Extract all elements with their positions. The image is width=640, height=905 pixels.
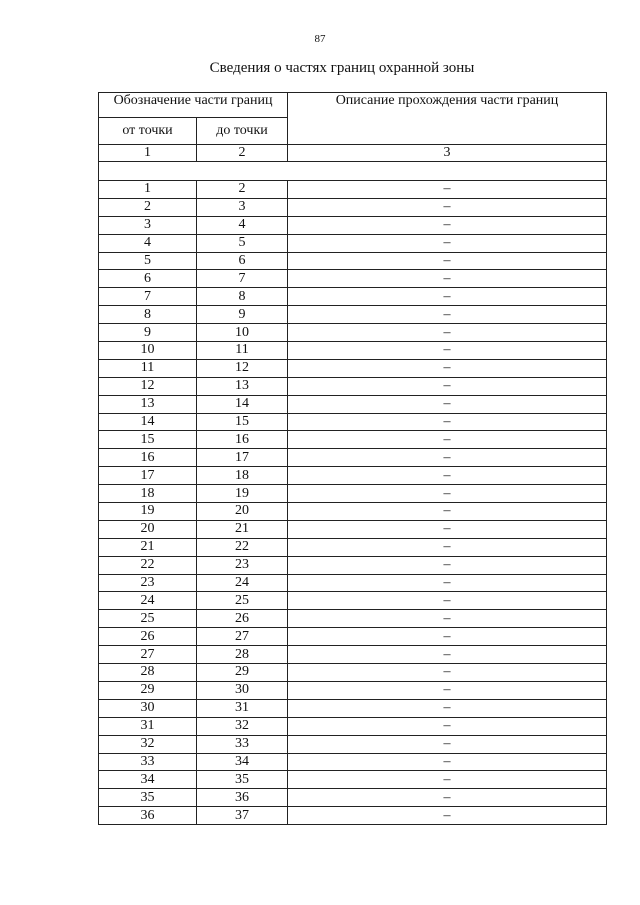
description-cell: – [288, 467, 607, 485]
from-point-cell: 21 [99, 538, 197, 556]
description-cell: – [288, 699, 607, 717]
description-cell: – [288, 807, 607, 825]
table-row [99, 592, 607, 610]
table-row [99, 717, 607, 735]
to-point-cell: 34 [197, 753, 288, 771]
to-point-cell: 2 [197, 181, 288, 199]
from-point-cell: 7 [99, 288, 197, 306]
to-point-cell: 16 [197, 431, 288, 449]
document-title: Сведения о частях границ охранной зоны [209, 60, 475, 76]
table-row [99, 681, 607, 699]
to-point-cell: 9 [197, 306, 288, 324]
description-cell: – [288, 234, 607, 252]
to-point-cell: 12 [197, 359, 288, 377]
header-boundary-designation: Обозначение части границ [99, 93, 288, 118]
table-row [99, 556, 607, 574]
table-row [99, 270, 607, 288]
from-point-cell: 12 [99, 377, 197, 395]
description-cell: – [288, 216, 607, 234]
to-point-cell: 33 [197, 735, 288, 753]
column-number-row [99, 145, 607, 162]
table-row [99, 377, 607, 395]
header-from-point: от точки [99, 118, 197, 145]
table-row [99, 252, 607, 270]
from-point-cell: 9 [99, 324, 197, 342]
from-point-cell: 22 [99, 556, 197, 574]
to-point-cell: 15 [197, 413, 288, 431]
description-cell: – [288, 556, 607, 574]
to-point-cell: 11 [197, 342, 288, 360]
from-point-cell: 30 [99, 699, 197, 717]
table-row [99, 288, 607, 306]
description-cell: – [288, 306, 607, 324]
description-cell: – [288, 359, 607, 377]
to-point-cell: 30 [197, 681, 288, 699]
description-cell: – [288, 395, 607, 413]
to-point-cell: 24 [197, 574, 288, 592]
table-row [99, 306, 607, 324]
from-point-cell: 18 [99, 485, 197, 503]
description-cell: – [288, 288, 607, 306]
from-point-cell: 11 [99, 359, 197, 377]
from-point-cell: 3 [99, 216, 197, 234]
description-cell: – [288, 520, 607, 538]
boundary-parts-table [98, 92, 607, 825]
description-cell: – [288, 431, 607, 449]
description-cell: – [288, 503, 607, 521]
to-point-cell: 31 [197, 699, 288, 717]
to-point-cell: 37 [197, 807, 288, 825]
description-cell: – [288, 449, 607, 467]
description-cell: – [288, 270, 607, 288]
to-point-cell: 8 [197, 288, 288, 306]
table-row [99, 610, 607, 628]
table-header [99, 93, 607, 181]
to-point-cell: 27 [197, 628, 288, 646]
table-row [99, 520, 607, 538]
to-point-cell: 13 [197, 377, 288, 395]
table-row [99, 628, 607, 646]
description-cell: – [288, 717, 607, 735]
description-cell: – [288, 538, 607, 556]
description-cell: – [288, 181, 607, 199]
from-point-cell: 14 [99, 413, 197, 431]
from-point-cell: 13 [99, 395, 197, 413]
to-point-cell: 32 [197, 717, 288, 735]
from-point-cell: 6 [99, 270, 197, 288]
from-point-cell: 34 [99, 771, 197, 789]
description-cell: – [288, 324, 607, 342]
from-point-cell: 8 [99, 306, 197, 324]
table-row [99, 789, 607, 807]
description-cell: – [288, 592, 607, 610]
to-point-cell: 4 [197, 216, 288, 234]
column-number-1: 1 [99, 145, 197, 162]
to-point-cell: 18 [197, 467, 288, 485]
to-point-cell: 10 [197, 324, 288, 342]
table-row [99, 198, 607, 216]
table-row [99, 467, 607, 485]
to-point-cell: 36 [197, 789, 288, 807]
table-row [99, 449, 607, 467]
from-point-cell: 1 [99, 181, 197, 199]
description-cell: – [288, 485, 607, 503]
from-point-cell: 32 [99, 735, 197, 753]
header-to-point: до точки [197, 118, 288, 145]
from-point-cell: 20 [99, 520, 197, 538]
table-row [99, 181, 607, 199]
table-body [99, 181, 607, 825]
table-row [99, 234, 607, 252]
from-point-cell: 35 [99, 789, 197, 807]
header-row-group [99, 93, 607, 118]
from-point-cell: 25 [99, 610, 197, 628]
from-point-cell: 10 [99, 342, 197, 360]
section-spacer-row [99, 162, 607, 181]
from-point-cell: 5 [99, 252, 197, 270]
to-point-cell: 22 [197, 538, 288, 556]
to-point-cell: 14 [197, 395, 288, 413]
column-number-2: 2 [197, 145, 288, 162]
table-row [99, 431, 607, 449]
from-point-cell: 23 [99, 574, 197, 592]
to-point-cell: 17 [197, 449, 288, 467]
description-cell: – [288, 735, 607, 753]
table-row [99, 735, 607, 753]
table-row [99, 216, 607, 234]
from-point-cell: 19 [99, 503, 197, 521]
description-cell: – [288, 198, 607, 216]
to-point-cell: 21 [197, 520, 288, 538]
table-row [99, 664, 607, 682]
from-point-cell: 33 [99, 753, 197, 771]
description-cell: – [288, 753, 607, 771]
from-point-cell: 28 [99, 664, 197, 682]
table-row [99, 771, 607, 789]
from-point-cell: 36 [99, 807, 197, 825]
to-point-cell: 29 [197, 664, 288, 682]
description-cell: – [288, 789, 607, 807]
from-point-cell: 2 [99, 198, 197, 216]
table-row [99, 485, 607, 503]
table-row [99, 395, 607, 413]
table-row [99, 753, 607, 771]
page-number: 87 [314, 33, 326, 45]
description-cell: – [288, 342, 607, 360]
table-row [99, 807, 607, 825]
from-point-cell: 17 [99, 467, 197, 485]
to-point-cell: 25 [197, 592, 288, 610]
table-row [99, 574, 607, 592]
to-point-cell: 26 [197, 610, 288, 628]
from-point-cell: 16 [99, 449, 197, 467]
table-row [99, 342, 607, 360]
table-row [99, 646, 607, 664]
from-point-cell: 15 [99, 431, 197, 449]
table-row [99, 503, 607, 521]
to-point-cell: 3 [197, 198, 288, 216]
from-point-cell: 26 [99, 628, 197, 646]
to-point-cell: 23 [197, 556, 288, 574]
description-cell: – [288, 628, 607, 646]
to-point-cell: 6 [197, 252, 288, 270]
description-cell: – [288, 252, 607, 270]
from-point-cell: 29 [99, 681, 197, 699]
table-row [99, 538, 607, 556]
description-cell: – [288, 646, 607, 664]
table-row [99, 359, 607, 377]
table-row [99, 699, 607, 717]
to-point-cell: 20 [197, 503, 288, 521]
description-cell: – [288, 574, 607, 592]
from-point-cell: 4 [99, 234, 197, 252]
section-spacer-cell [99, 162, 607, 181]
description-cell: – [288, 377, 607, 395]
column-number-3: 3 [288, 145, 607, 162]
from-point-cell: 31 [99, 717, 197, 735]
description-cell: – [288, 681, 607, 699]
to-point-cell: 5 [197, 234, 288, 252]
description-cell: – [288, 664, 607, 682]
description-cell: – [288, 413, 607, 431]
to-point-cell: 19 [197, 485, 288, 503]
to-point-cell: 7 [197, 270, 288, 288]
table-row [99, 413, 607, 431]
to-point-cell: 28 [197, 646, 288, 664]
to-point-cell: 35 [197, 771, 288, 789]
description-cell: – [288, 771, 607, 789]
from-point-cell: 27 [99, 646, 197, 664]
header-description: Описание прохождения части границ [288, 93, 607, 145]
description-cell: – [288, 610, 607, 628]
from-point-cell: 24 [99, 592, 197, 610]
table-row [99, 324, 607, 342]
